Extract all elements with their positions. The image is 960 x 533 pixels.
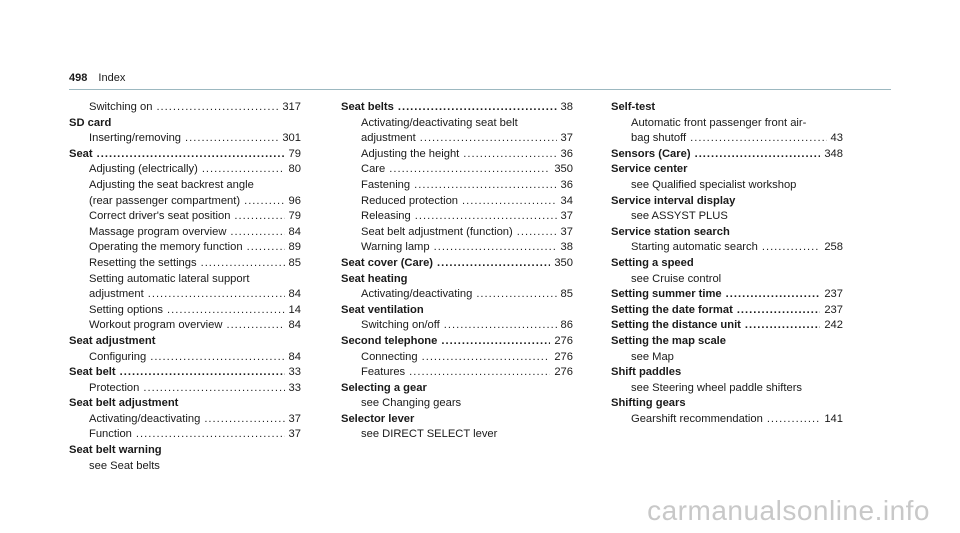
index-subentry [69,162,301,178]
entry-text: Adjusting the height [361,147,460,160]
page-reference: 33 [288,366,301,379]
dot-leader [737,303,821,319]
page-reference: 242 [824,319,843,332]
entry-text: Adjusting the seat backrest angle [89,178,254,191]
index-keyword-entry [69,396,301,412]
entry-text: see Qualified specialist workshop [631,178,797,191]
page-reference: 141 [824,412,843,425]
page-reference: 276 [554,334,573,347]
index-subentry [341,116,573,132]
dot-leader [434,240,557,256]
index-keyword-entry [611,334,843,350]
entry-text: Activating/deactivating [89,412,201,425]
index-subentry [611,412,843,428]
dot-leader [167,303,285,319]
dot-leader [745,318,820,334]
index-subentry [341,178,573,194]
page-reference: 350 [554,256,573,269]
page-reference: 350 [554,163,573,176]
dot-leader [441,334,550,350]
header-rule [69,89,891,90]
index-keyword-entry [611,287,843,303]
index-keyword-entry [611,303,843,319]
page-reference: 80 [288,163,301,176]
index-column-3 [611,100,843,427]
index-subentry [611,209,843,225]
index-keyword-entry [611,256,843,272]
index-keyword-entry [611,100,843,116]
page-reference: 43 [830,132,843,145]
dot-leader [695,147,821,163]
index-keyword-entry [69,334,301,350]
entry-text: Seat cover (Care) [341,256,434,269]
dot-leader [414,178,556,194]
entry-text: see DIRECT SELECT lever [361,428,498,441]
dot-leader [462,194,557,210]
dot-leader [148,287,285,303]
index-subentry [69,209,301,225]
entry-text: Resetting the settings [89,256,197,269]
entry-text: see ASSYST PLUS [631,210,728,223]
index-keyword-entry [341,334,573,350]
entry-text: Seat belt adjustment [69,397,179,410]
entry-text: see Cruise control [631,272,722,285]
index-keyword-entry [611,225,843,241]
dot-leader [422,350,551,366]
entry-text: Service station search [611,225,730,238]
index-keyword-entry [611,162,843,178]
page-reference: 37 [560,210,573,223]
entry-text: Selector lever [341,412,415,425]
index-subentry [341,350,573,366]
index-keyword-entry [611,318,843,334]
dot-leader [226,318,284,334]
index-keyword-entry [611,147,843,163]
entry-text: Setting automatic lateral support [89,272,250,285]
index-keyword-entry [69,365,301,381]
entry-text: Setting the date format [611,303,733,316]
entry-text: Features [361,366,406,379]
entry-text: Workout program overview [89,319,223,332]
index-subentry [611,116,843,132]
index-subentry [611,350,843,366]
index-subentry [341,131,573,147]
page-reference: 14 [288,303,301,316]
index-keyword-entry [341,100,573,116]
index-subentry [611,381,843,397]
entry-text: Inserting/removing [89,132,182,145]
page-reference: 37 [560,225,573,238]
page-reference: 85 [560,288,573,301]
entry-text: Seat adjustment [69,334,156,347]
index-subentry [341,396,573,412]
index-keyword-entry [69,147,301,163]
page-reference: 34 [560,194,573,207]
entry-text: Seat belt adjustment (function) [361,225,513,238]
dot-leader [420,131,557,147]
index-subentry [341,147,573,163]
index-subentry [69,350,301,366]
entry-text: Protection [89,381,140,394]
index-subentry [69,381,301,397]
index-subentry [69,194,301,210]
page-reference: 258 [824,241,843,254]
index-keyword-entry [611,194,843,210]
page-reference: 276 [554,366,573,379]
index-subentry [341,318,573,334]
page-reference: 86 [560,319,573,332]
entry-text: Seat belts [341,101,394,113]
entry-text: see Changing gears [361,397,462,410]
index-column-1 [69,100,301,474]
entry-text: Starting automatic search [631,241,758,254]
entry-text: Correct driver's seat position [89,210,231,223]
dot-leader [389,162,550,178]
entry-text: Seat ventilation [341,303,424,316]
index-keyword-entry [341,272,573,288]
dot-leader [204,412,284,428]
entry-text: Operating the memory function [89,241,243,254]
page-reference: 37 [288,428,301,441]
entry-text: adjustment [361,132,416,145]
page-reference: 317 [282,101,301,113]
entry-text: Setting the map scale [611,334,727,347]
entry-text: Automatic front passenger front air- [631,116,807,129]
index-subentry [69,303,301,319]
dot-leader [437,256,550,272]
entry-text: Setting a speed [611,256,694,269]
index-keyword-entry [611,365,843,381]
dot-leader [201,256,285,272]
entry-text: Care [361,163,386,176]
dot-leader [517,225,557,241]
entry-text: Shift paddles [611,366,682,379]
page-reference: 237 [824,288,843,301]
page-reference: 96 [288,194,301,207]
page-reference: 301 [282,132,301,145]
dot-leader [762,240,820,256]
entry-text: Function [89,428,132,441]
page-reference: 84 [288,350,301,363]
index-subentry [341,209,573,225]
entry-text: Seat heating [341,272,408,285]
page-reference: 89 [288,241,301,254]
entry-text: Shifting gears [611,397,686,410]
page-reference: 37 [560,132,573,145]
index-subentry [69,225,301,241]
entry-text: (rear passenger compartment) [89,194,241,207]
dot-leader [463,147,556,163]
dot-leader [150,350,284,366]
entry-text: Service center [611,163,688,176]
entry-text: see Steering wheel paddle shifters [631,381,803,394]
dot-leader [415,209,557,225]
index-subentry [341,162,573,178]
index-subentry [69,256,301,272]
dot-leader [767,412,821,428]
dot-leader [690,131,826,147]
index-column-2 [341,100,573,443]
entry-text: Gearshift recommendation [631,412,763,425]
dot-leader [143,381,284,397]
entry-text: adjustment [89,288,144,301]
index-subentry [69,318,301,334]
index-subentry [341,427,573,443]
index-keyword-entry [69,443,301,459]
entry-text: Second telephone [341,334,438,347]
index-subentry [341,287,573,303]
page-reference: 36 [560,147,573,160]
index-keyword-entry [611,396,843,412]
entry-text: Selecting a gear [341,381,427,394]
index-subentry [69,240,301,256]
index-subentry [341,225,573,241]
index-subentry [611,178,843,194]
watermark: carmanualsonline.info [647,495,930,526]
entry-text: Seat [69,147,93,160]
entry-text: Setting summer time [611,288,722,301]
page-reference: 79 [288,147,301,160]
index-subentry [341,194,573,210]
dot-leader [244,194,284,210]
dot-leader [234,209,284,225]
entry-text: Setting the distance unit [611,319,741,332]
dot-leader [444,318,557,334]
index-keyword-entry [69,116,301,132]
entry-text: Seat belt [69,366,116,379]
index-subentry [69,459,301,475]
entry-text: Switching on/off [361,319,440,332]
entry-text: Activating/deactivating seat belt [361,116,518,129]
entry-text: Massage program overview [89,225,227,238]
index-keyword-entry [341,303,573,319]
entry-text: Warning lamp [361,241,430,254]
page-reference: 85 [288,256,301,269]
entry-text: Activating/deactivating [361,288,473,301]
dot-leader [97,147,285,163]
dot-leader [398,100,557,116]
index-subentry [341,365,573,381]
page-reference: 84 [288,225,301,238]
index-subentry [69,131,301,147]
dot-leader [136,427,285,443]
dot-leader [156,100,278,116]
page-reference: 33 [288,381,301,394]
dot-leader [247,240,285,256]
entry-text: see Seat belts [89,459,160,472]
dot-leader [476,287,556,303]
page-header [69,72,125,84]
entry-text: Adjusting (electrically) [89,163,198,176]
index-subentry [69,412,301,428]
entry-text: Setting options [89,303,164,316]
dot-leader [230,225,284,241]
entry-text: Releasing [361,210,411,223]
dot-leader [120,365,285,381]
page-reference: 36 [560,178,573,191]
page-reference: 37 [288,412,301,425]
section-title: Index [98,72,126,84]
entry-text: Seat belt warning [69,444,162,457]
entry-text: Fastening [361,178,411,191]
entry-text: Service interval display [611,194,736,207]
entry-text: Connecting [361,350,418,363]
index-subentry [611,131,843,147]
page-reference: 84 [288,288,301,301]
entry-text: Configuring [89,350,147,363]
page-reference: 237 [824,303,843,316]
page-reference: 276 [554,350,573,363]
dot-leader [726,287,821,303]
dot-leader [185,131,278,147]
index-subentry [69,427,301,443]
index-subentry [69,272,301,288]
index-subentry [69,287,301,303]
entry-text: SD card [69,116,112,129]
index-keyword-entry [341,412,573,428]
entry-text: Self-test [611,101,656,113]
index-subentry [611,240,843,256]
index-subentry [611,272,843,288]
page-reference: 38 [560,241,573,254]
index-keyword-entry [341,256,573,272]
index-subentry [341,240,573,256]
page-number: 498 [69,72,88,84]
index-keyword-entry [341,381,573,397]
entry-text: bag shutoff [631,132,687,145]
page-reference: 38 [560,101,573,113]
page-reference: 79 [288,210,301,223]
entry-text: Sensors (Care) [611,147,691,160]
entry-text: Switching on [89,101,153,113]
dot-leader [202,162,285,178]
entry-text: Reduced protection [361,194,459,207]
index-subentry [69,178,301,194]
dot-leader [409,365,550,381]
page-reference: 348 [824,147,843,160]
entry-text: see Map [631,350,674,363]
index-subentry [69,100,301,116]
page-reference: 84 [288,319,301,332]
